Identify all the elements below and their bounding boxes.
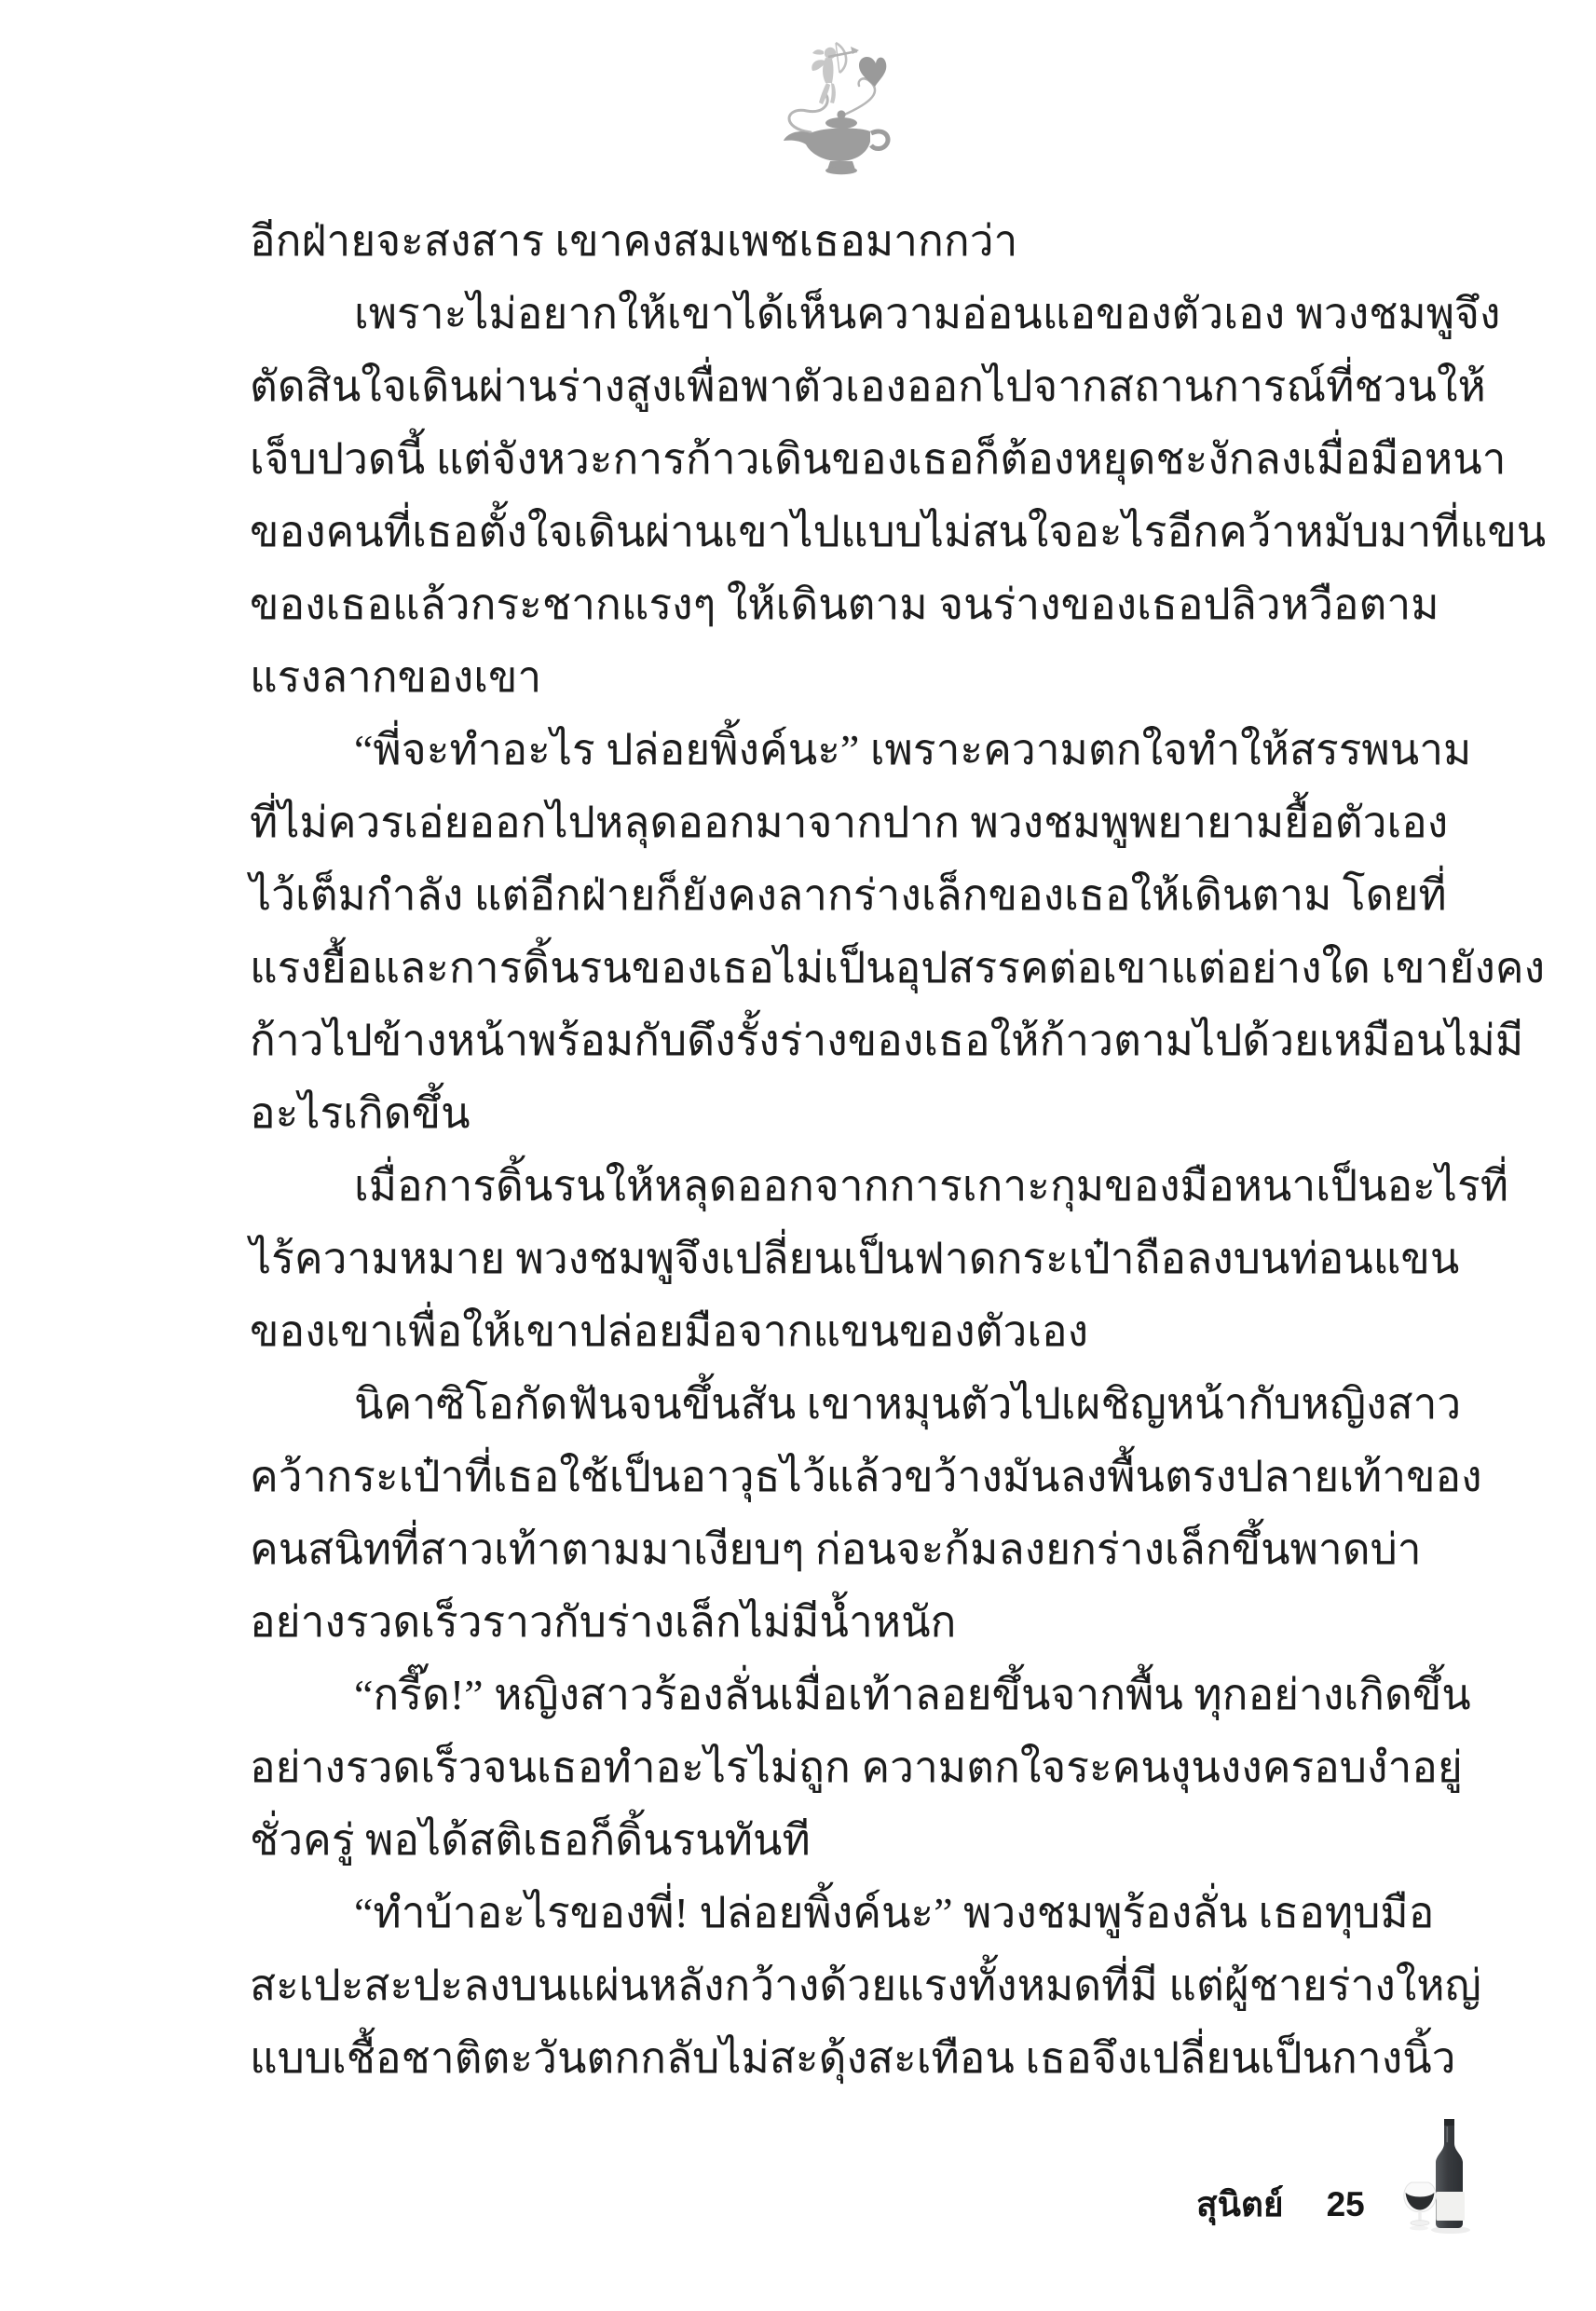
text-line: ไร้ความหมาย พวงชมพูจึงเปลี่ยนเป็นฟาดกระเป๋าถือลงบนท่อนแขน	[250, 1235, 1460, 1282]
wine-bottle-and-glass-icon	[1388, 2104, 1486, 2235]
text-line: ตัดสินใจเดินผ่านร่างสูงเพื่อพาตัวเองออกไปจากสถานการณ์ที่ชวนให้	[250, 362, 1486, 410]
text-line: ของเธอแล้วกระชากแรงๆ ให้เดินตาม จนร่างของเธอปลิวหวือตาม	[250, 581, 1439, 628]
text-line: ที่ไม่ควรเอ่ยออกไปหลุดออกมาจากปาก พวงชมพูพยายามยื้อตัวเอง	[250, 799, 1449, 846]
body-text	[250, 205, 1547, 2095]
text-line: ไว้เต็มกำลัง แต่อีกฝ่ายก็ยังคงลากร่างเล็กของเธอให้เดินตาม โดยที่	[250, 871, 1447, 919]
text-line: เมื่อการดิ้นรนให้หลุดออกจากการเกาะกุมของมือหนาเป็นอะไรที่	[354, 1162, 1509, 1210]
text-line: นิคาซิโอกัดฟันจนขึ้นสัน เขาหมุนตัวไปเผชิญหน้ากับหญิงสาว	[354, 1380, 1462, 1428]
text-line: อย่างรวดเร็วราวกับร่างเล็กไม่มีน้ำหนัก	[250, 1598, 957, 1646]
text-line: ก้าวไปข้างหน้าพร้อมกับดึงรั้งร่างของเธอให้ก้าวตามไปด้วยเหมือนไม่มี	[250, 1017, 1524, 1064]
text-line: “ทำบ้าอะไรของพี่! ปล่อยพิ้งค์นะ” พวงชมพูร้องลั่น เธอทุบมือ	[354, 1889, 1435, 1936]
text-line: แบบเชื้อชาติตะวันตกกลับไม่สะดุ้งสะเทือน เธอจึงเปลี่ยนเป็นกางนิ้ว	[250, 2034, 1456, 2082]
text-line: “กรี๊ด!” หญิงสาวร้องลั่นเมื่อเท้าลอยขึ้นจากพื้น ทุกอย่างเกิดขึ้น	[354, 1671, 1471, 1718]
page-footer	[1196, 2177, 1365, 2232]
footer-author: สุนิตย์	[1196, 2185, 1284, 2223]
text-line: ของเขาเพื่อให้เขาปล่อยมือจากแขนของตัวเอง	[250, 1307, 1089, 1355]
text-line: แรงลากของเขา	[250, 653, 542, 701]
text-line: สะเปะสะปะลงบนแผ่นหลังกว้างด้วยแรงทั้งหมดที่มี แต่ผู้ชายร่างใหญ่	[250, 1962, 1481, 2009]
text-line: อย่างรวดเร็วจนเธอทำอะไรไม่ถูก ความตกใจระคนงุนงงครอบงำอยู่	[250, 1744, 1463, 1791]
footer-page-number: 25	[1326, 2185, 1365, 2223]
text-line: คนสนิทที่สาวเท้าตามมาเงียบๆ ก่อนจะก้มลงยกร่างเล็กขึ้นพาดบ่า	[250, 1525, 1422, 1573]
text-line: คว้ากระเป๋าที่เธอใช้เป็นอาวุธไว้แล้วขว้างมันลงพื้นตรงปลายเท้าของ	[250, 1453, 1482, 1500]
text-line: เจ็บปวดนี้ แต่จังหวะการก้าวเดินของเธอก็ต้องหยุดชะงักลงเมื่อมือหนา	[250, 435, 1507, 483]
text-line: แรงยื้อและการดิ้นรนของเธอไม่เป็นอุปสรรคต่อเขาแต่อย่างใด เขายังคง	[250, 944, 1546, 991]
text-line: ชั่วครู่ พอได้สติเธอก็ดิ้นรนทันที	[250, 1816, 811, 1864]
text-line: ของคนที่เธอตั้งใจเดินผ่านเขาไปแบบไม่สนใจอะไรอีกคว้าหมับมาที่แขน	[250, 508, 1547, 555]
text-line: เพราะไม่อยากให้เขาได้เห็นความอ่อนแอของตัวเอง พวงชมพูจึง	[354, 290, 1501, 337]
text-line: อีกฝ่ายจะสงสาร เขาคงสมเพชเธอมากกว่า	[250, 217, 1018, 265]
cupid-genie-lamp-icon	[777, 41, 902, 179]
text-line: อะไรเกิดขึ้น	[250, 1089, 471, 1137]
text-line: “พี่จะทำอะไร ปล่อยพิ้งค์นะ” เพราะความตกใจทำให้สรรพนาม	[354, 726, 1472, 773]
